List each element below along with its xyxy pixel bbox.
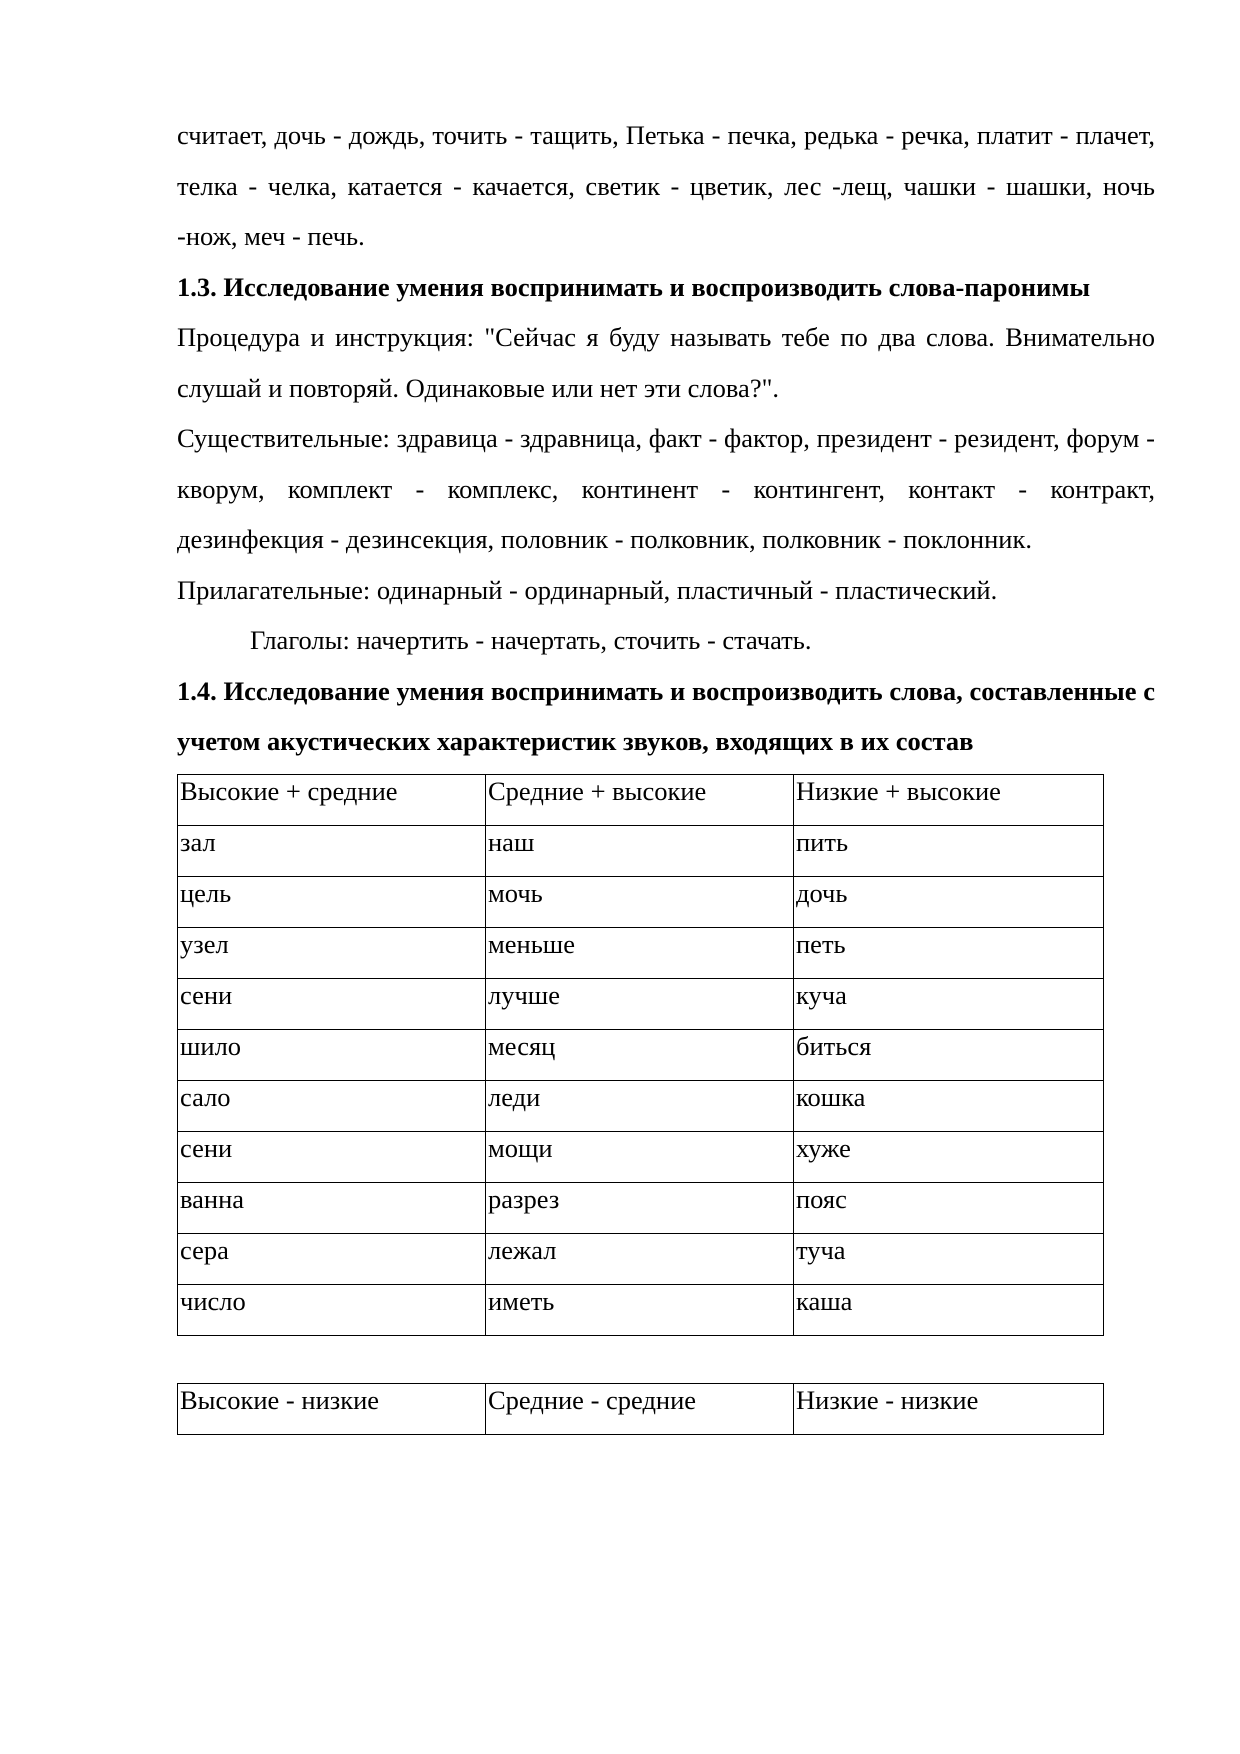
table-cell: хуже — [794, 1131, 1104, 1182]
paragraph-adjectives: Прилагательные: одинарный - ординарный, пластичный - пластический. — [177, 574, 998, 605]
table-header-cell: Низкие - низкие — [794, 1383, 1104, 1434]
table-cell: петь — [794, 927, 1104, 978]
table-cell: иметь — [486, 1284, 794, 1335]
table-header-cell: Средние + высокие — [486, 774, 794, 825]
table-cell: леди — [486, 1080, 794, 1131]
table-cell: шило — [178, 1029, 486, 1080]
table-row — [178, 1182, 1104, 1233]
paragraph-nouns: Существительные: здравица - здравница, факт - фактор, президент - резидент, форум - кворум, комплект - комплекс, континент - контингент, контакт - контракт, дезинфекция - дезинсекция, половник - полковник, полковник - поклонник. — [177, 423, 1155, 554]
table-cell: лучше — [486, 978, 794, 1029]
table-row — [178, 1029, 1104, 1080]
paragraph-procedure: Процедура и инструкция: "Сейчас я буду называть тебе по два слова. Внимательно слушай и повторяй. Одинаковые или нет эти слова?". — [177, 322, 1155, 403]
table-cell: мочь — [486, 876, 794, 927]
table-row — [178, 1233, 1104, 1284]
table-cell: сера — [178, 1233, 486, 1284]
table-cell: пить — [794, 825, 1104, 876]
table-cell: меньше — [486, 927, 794, 978]
table-row — [178, 978, 1104, 1029]
page-content — [177, 110, 1155, 1435]
table-cell: каша — [794, 1284, 1104, 1335]
words-table-1 — [177, 774, 1104, 1336]
table-cell: месяц — [486, 1029, 794, 1080]
table-cell: мощи — [486, 1131, 794, 1182]
section-heading-1-4: 1.4. Исследование умения воспринимать и воспроизводить слова, составленные с учетом акустических характеристик звуков, входящих в их состав — [177, 675, 1155, 756]
table-cell: зал — [178, 825, 486, 876]
table-header-cell: Высокие + средние — [178, 774, 486, 825]
words-table-2 — [177, 1383, 1104, 1435]
table-cell: сало — [178, 1080, 486, 1131]
table-cell: сени — [178, 978, 486, 1029]
table-cell: наш — [486, 825, 794, 876]
section-heading-1-3: 1.3. Исследование умения воспринимать и воспроизводить слова-паронимы — [177, 271, 1091, 302]
table-row — [178, 927, 1104, 978]
paragraph-verbs: Глаголы: начертить - начертать, сточить - стачать. — [250, 625, 812, 655]
table-cell: ванна — [178, 1182, 486, 1233]
table-cell: куча — [794, 978, 1104, 1029]
table-header-cell: Низкие + высокие — [794, 774, 1104, 825]
table-cell: пояс — [794, 1182, 1104, 1233]
table-cell: дочь — [794, 876, 1104, 927]
table-cell: узел — [178, 927, 486, 978]
table-row — [178, 1131, 1104, 1182]
table-header-cell: Средние - средние — [486, 1383, 794, 1434]
table-row — [178, 1284, 1104, 1335]
paragraph-paired-words: считает, дочь - дождь, точить - тащить, Петька - печка, редька - речка, платит - плачет, телка - челка, катается - качается, светик - цветик, лес -лещ, чашки - шашки, ночь -нож, меч - печь. — [177, 120, 1155, 251]
table-cell: сени — [178, 1131, 486, 1182]
table-cell: лежал — [486, 1233, 794, 1284]
table-cell: разрез — [486, 1182, 794, 1233]
table-cell: число — [178, 1284, 486, 1335]
table-header-row — [178, 1383, 1104, 1434]
table-header-cell: Высокие - низкие — [178, 1383, 486, 1434]
table-row — [178, 1080, 1104, 1131]
table-cell: кошка — [794, 1080, 1104, 1131]
table-row — [178, 825, 1104, 876]
table-row — [178, 876, 1104, 927]
table-cell: туча — [794, 1233, 1104, 1284]
table-header-row — [178, 774, 1104, 825]
table-cell: биться — [794, 1029, 1104, 1080]
table-cell: цель — [178, 876, 486, 927]
